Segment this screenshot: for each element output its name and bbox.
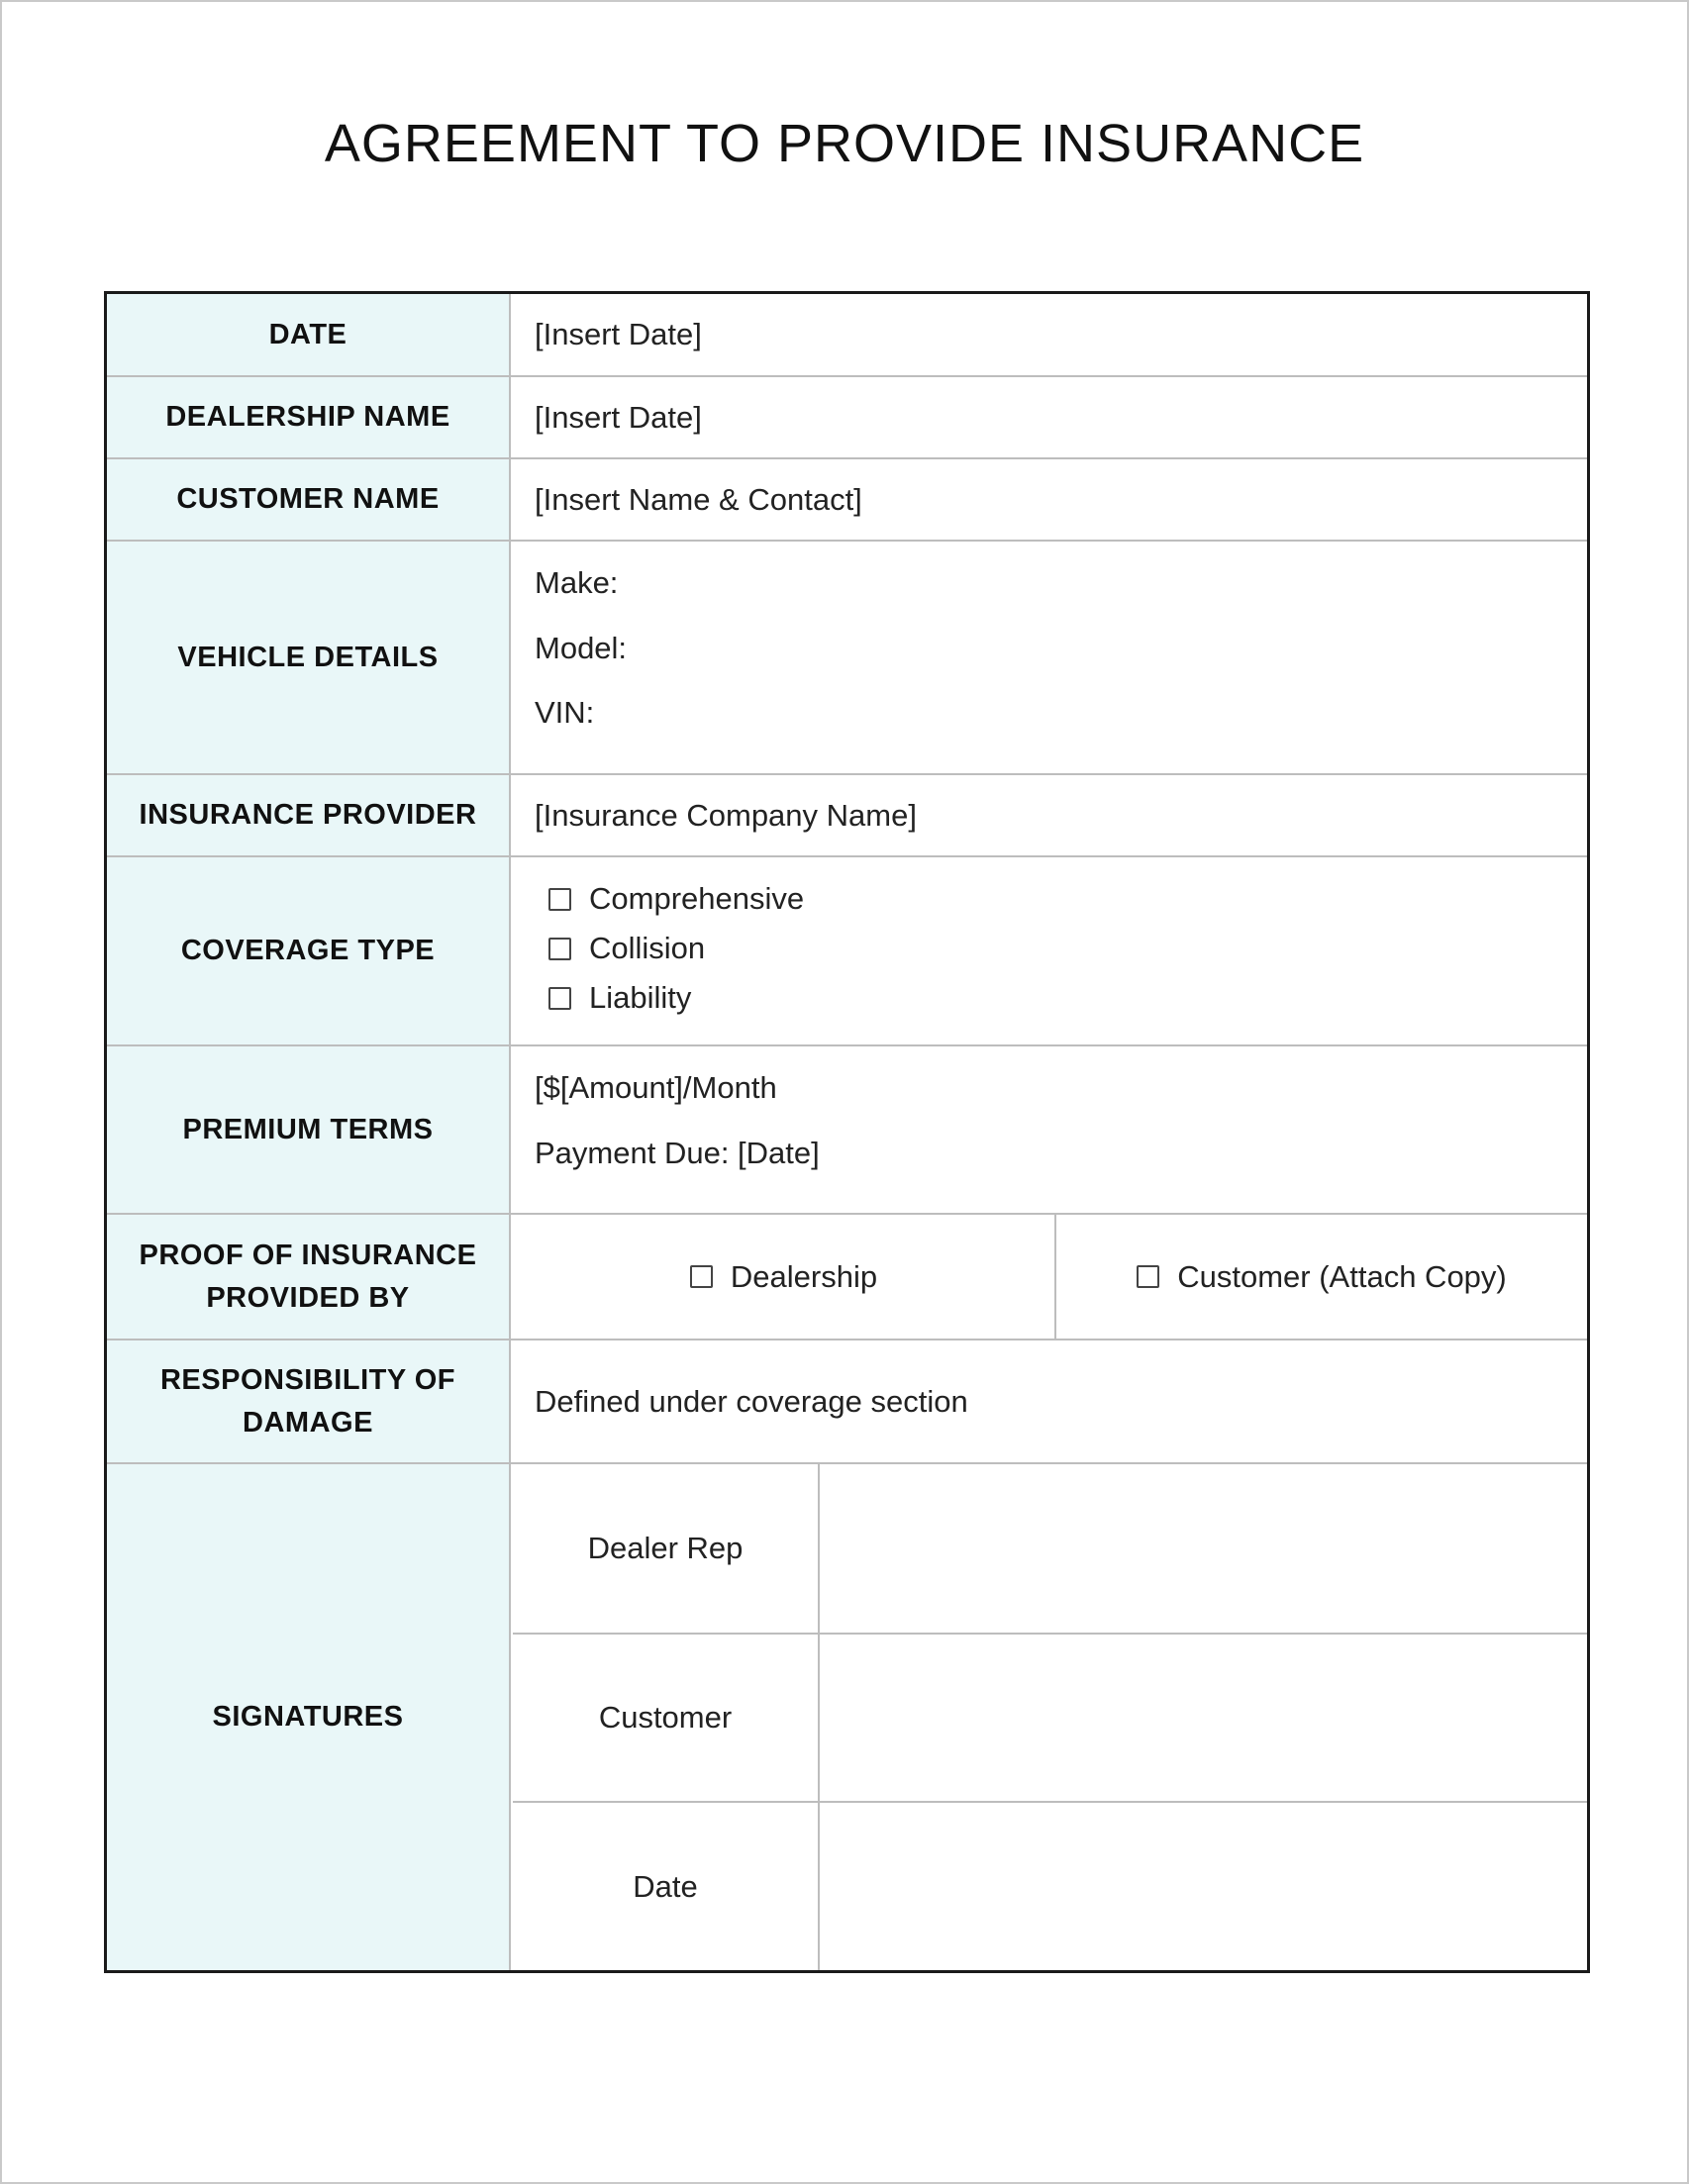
premium-payment-due: Payment Due: [Date] (535, 1136, 820, 1170)
coverage-option-liability[interactable] (548, 980, 691, 1016)
row-premium-terms (107, 1046, 1587, 1215)
field-insurance-provider[interactable] (513, 775, 1587, 855)
signature-line-date[interactable] (820, 1803, 1587, 1970)
damage-value: Defined under coverage section (535, 1383, 968, 1419)
insurance-form-table (104, 291, 1590, 1973)
label-damage-line1: RESPONSIBILITY OF (159, 1363, 455, 1396)
row-insurance-provider (107, 775, 1587, 857)
field-proof-of-insurance (513, 1215, 1587, 1339)
label-proof-line2: PROVIDED BY (206, 1281, 410, 1314)
premium-amount: [$[Amount]/Month (535, 1070, 777, 1105)
row-customer-name (107, 459, 1587, 542)
coverage-option-label: Liability (589, 980, 692, 1015)
row-vehicle-details (107, 542, 1587, 775)
signature-party-date: Date (513, 1803, 820, 1970)
field-date[interactable] (513, 294, 1587, 375)
label-date: DATE (107, 294, 511, 375)
row-responsibility-of-damage (107, 1340, 1587, 1464)
checkbox-icon[interactable] (548, 888, 571, 911)
signature-party-dealer-rep: Dealer Rep (513, 1464, 820, 1633)
signature-line-dealer-rep[interactable] (820, 1464, 1587, 1633)
row-signatures (107, 1464, 1587, 1970)
label-damage-line2: DAMAGE (243, 1406, 373, 1439)
checkbox-icon[interactable] (690, 1265, 713, 1288)
coverage-option-comprehensive[interactable] (548, 881, 804, 917)
field-premium-terms[interactable] (513, 1046, 1587, 1213)
row-date (107, 294, 1587, 377)
signature-party-customer: Customer (513, 1635, 820, 1801)
proof-option-dealership[interactable] (513, 1215, 1056, 1339)
label-proof-of-insurance (107, 1215, 511, 1339)
field-responsibility-of-damage[interactable] (513, 1340, 1587, 1462)
proof-option-customer[interactable] (1056, 1215, 1587, 1339)
row-coverage-type (107, 857, 1587, 1046)
label-vehicle-details: VEHICLE DETAILS (107, 542, 511, 773)
checkbox-icon[interactable] (548, 987, 571, 1010)
row-dealership-name (107, 377, 1587, 459)
label-premium-terms: PREMIUM TERMS (107, 1046, 511, 1213)
label-dealership-name: DEALERSHIP NAME (107, 377, 511, 457)
label-responsibility-of-damage (107, 1340, 511, 1462)
field-coverage-type (513, 857, 1587, 1044)
label-coverage-type: COVERAGE TYPE (107, 857, 511, 1044)
row-proof-of-insurance (107, 1215, 1587, 1340)
label-insurance-provider: INSURANCE PROVIDER (107, 775, 511, 855)
date-value: [Insert Date] (535, 317, 702, 351)
field-vehicle-details[interactable] (513, 542, 1587, 773)
coverage-option-collision[interactable] (548, 931, 705, 966)
checkbox-icon[interactable] (1137, 1265, 1159, 1288)
coverage-option-label: Collision (589, 931, 706, 965)
signatures-block (513, 1464, 1587, 1970)
label-signatures: SIGNATURES (107, 1464, 511, 1970)
label-proof-line1: PROOF OF INSURANCE (139, 1239, 477, 1271)
document-title: AGREEMENT TO PROVIDE INSURANCE (324, 114, 1365, 173)
insurance-provider-value: [Insurance Company Name] (535, 797, 917, 833)
customer-name-value: [Insert Name & Contact] (535, 481, 862, 517)
vehicle-vin-label: VIN: (535, 695, 595, 730)
dealership-name-value: [Insert Date] (535, 399, 702, 435)
signature-line-customer[interactable] (820, 1635, 1587, 1801)
proof-option-label: Dealership (730, 1258, 878, 1294)
checkbox-icon[interactable] (548, 938, 571, 960)
vehicle-model-label: Model: (535, 631, 628, 665)
field-customer-name[interactable] (513, 459, 1587, 540)
vehicle-make-label: Make: (535, 565, 619, 600)
proof-option-label: Customer (Attach Copy) (1177, 1258, 1507, 1294)
label-customer-name: CUSTOMER NAME (107, 459, 511, 540)
field-dealership-name[interactable] (513, 377, 1587, 457)
coverage-option-label: Comprehensive (589, 881, 805, 916)
